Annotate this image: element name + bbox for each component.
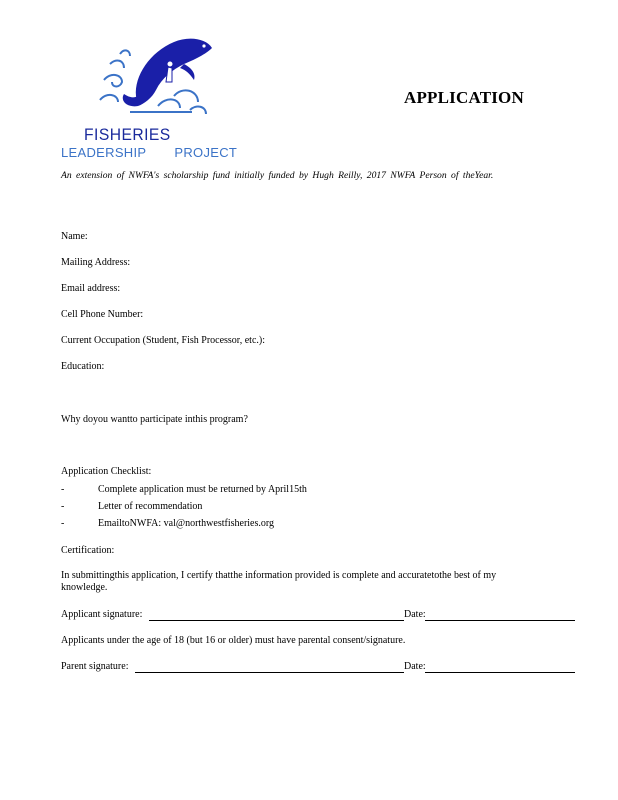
applicant-signature-label: Applicant signature:: [61, 609, 143, 620]
parent-signature-row: [61, 661, 575, 675]
certification-heading: Certification:: [61, 545, 115, 556]
logo-word-leadership-project: [61, 145, 237, 160]
checklist-dash: -: [61, 484, 65, 495]
fisheries-logo: [96, 34, 212, 118]
parent-date-line[interactable]: [425, 661, 575, 673]
checklist-item: Letter of recommendation: [98, 501, 203, 512]
parent-signature-label: Parent signature:: [61, 661, 129, 672]
checklist-item: EmailtoNWFA: val@northwestfisheries.org: [98, 518, 275, 529]
applicant-signature-line[interactable]: [149, 609, 404, 621]
cell-phone-label: Cell Phone Number:: [61, 309, 144, 320]
email-address-label: Email address:: [61, 283, 121, 294]
logo-word-leadership: LEADERSHIP: [61, 145, 147, 160]
age-consent-note: Applicants under the age of 18 (but 16 or older) must have parental consent/signature.: [61, 635, 406, 646]
fish-emblem-icon: [96, 34, 212, 118]
checklist-dash: -: [61, 501, 65, 512]
applicant-date-line[interactable]: [425, 609, 575, 621]
mailing-address-label: Mailing Address:: [61, 257, 131, 268]
page-title: APPLICATION: [404, 88, 524, 107]
certification-text: In submittingthis application, I certify thatthe information provided is complete and accuratetothe best of my knowledge.: [61, 570, 497, 593]
education-label: Education:: [61, 361, 105, 372]
occupation-label: Current Occupation (Student, Fish Processor, etc.):: [61, 335, 266, 346]
name-field-label: Name:: [61, 231, 88, 242]
logo-word-fisheries: FISHERIES: [84, 125, 171, 144]
parent-date-label: Date:: [404, 661, 426, 672]
applicant-signature-row: [61, 609, 575, 623]
checklist-dash: -: [61, 518, 65, 529]
logo-word-project: PROJECT: [174, 145, 238, 160]
parent-signature-line[interactable]: [135, 661, 404, 673]
applicant-date-label: Date:: [404, 609, 426, 620]
why-participate-label: Why doyou wantto participate inthis program?: [61, 414, 248, 425]
checklist-item: Complete application must be returned by April15th: [98, 484, 307, 495]
subtitle: An extension of NWFA's scholarship fund initially funded by Hugh Reilly, 2017 NWFA Person of theYear.: [61, 170, 494, 181]
checklist-heading: Application Checklist:: [61, 466, 152, 477]
